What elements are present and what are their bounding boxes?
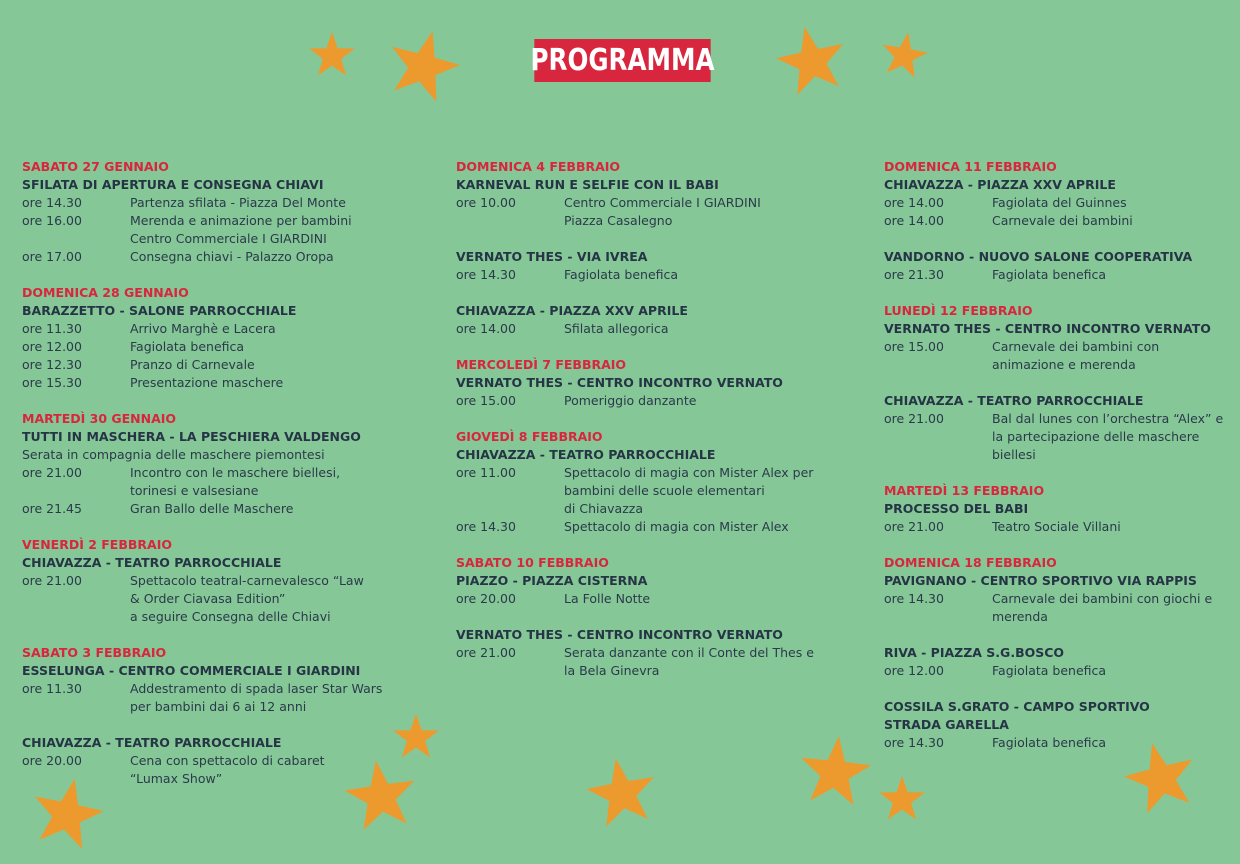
venue-heading: CHIAVAZZA - PIAZZA XXV APRILE bbox=[456, 303, 688, 318]
venue-heading: VERNATO THES - CENTRO INCONTRO VERNATO bbox=[456, 375, 783, 390]
day-date: MARTEDÌ 30 GENNAIO bbox=[22, 411, 177, 426]
event-row bbox=[456, 392, 856, 410]
event-description: Merenda e animazione per bambini Centro Commerciale I GIARDINI bbox=[130, 213, 352, 246]
event-time: ore 20.00 bbox=[22, 753, 82, 768]
event-time: ore 20.00 bbox=[456, 591, 516, 606]
venue-heading: COSSILA S.GRATO - CAMPO SPORTIVO STRADA GARELLA bbox=[884, 699, 1150, 732]
event-row bbox=[884, 734, 1240, 752]
event-row bbox=[22, 194, 422, 212]
event-time: ore 15.30 bbox=[22, 375, 82, 390]
venue-block bbox=[884, 320, 1240, 374]
event-description: Fagiolata benefica bbox=[564, 267, 679, 282]
event-description: Carnevale dei bambini con giochi e merenda bbox=[992, 591, 1213, 624]
event-description: Pomeriggio danzante bbox=[564, 393, 697, 408]
event-description: Serata danzante con il Conte del Thes e la Bela Ginevra bbox=[564, 645, 814, 678]
event-row bbox=[22, 572, 422, 626]
event-row bbox=[22, 464, 422, 500]
event-time: ore 21.00 bbox=[22, 573, 82, 588]
venue-heading: PAVIGNANO - CENTRO SPORTIVO VIA RAPPIS bbox=[884, 573, 1197, 588]
event-time: ore 15.00 bbox=[884, 339, 944, 354]
event-description: Teatro Sociale Villani bbox=[992, 519, 1121, 534]
event-description: Addestramento di spada laser Star Wars per bambini dai 6 ai 12 anni bbox=[130, 681, 383, 714]
event-description: Consegna chiavi - Palazzo Oropa bbox=[130, 249, 334, 264]
star-icon bbox=[798, 736, 872, 810]
day-date: MERCOLEDÌ 7 FEBBRAIO bbox=[456, 357, 627, 372]
venue-heading: TUTTI IN MASCHERA - LA PESCHIERA VALDENGO bbox=[22, 429, 361, 444]
venue-heading: RIVA - PIAZZA S.G.BOSCO bbox=[884, 645, 1065, 660]
venue-heading: VERNATO THES - VIA IVREA bbox=[456, 249, 648, 264]
event-time: ore 21.00 bbox=[884, 519, 944, 534]
event-row bbox=[22, 320, 422, 338]
venue-heading: VANDORNO - NUOVO SALONE COOPERATIVA bbox=[884, 249, 1193, 264]
star-icon bbox=[586, 758, 658, 830]
event-row bbox=[456, 590, 856, 608]
event-row bbox=[456, 320, 856, 338]
venue-block bbox=[22, 302, 422, 392]
event-row bbox=[22, 338, 422, 356]
venue-heading: CHIAVAZZA - TEATRO PARROCCHIALE bbox=[456, 447, 716, 462]
event-time: ore 14.30 bbox=[884, 735, 944, 750]
venue-block bbox=[456, 572, 856, 608]
page-title: PROGRAMMA bbox=[534, 39, 710, 82]
event-time: ore 14.30 bbox=[456, 519, 516, 534]
day-date: DOMENICA 11 FEBBRAIO bbox=[884, 159, 1057, 174]
venue-block bbox=[456, 626, 856, 680]
venue-block bbox=[22, 662, 422, 716]
event-time: ore 11.30 bbox=[22, 681, 82, 696]
event-description: Fagiolata benefica bbox=[992, 663, 1107, 678]
event-time: ore 21.00 bbox=[884, 411, 944, 426]
star-icon bbox=[386, 30, 460, 104]
venue-block bbox=[22, 176, 422, 266]
event-description: Cena con spettacolo di cabaret “Lumax Show” bbox=[130, 753, 325, 786]
venue-heading: VERNATO THES - CENTRO INCONTRO VERNATO bbox=[884, 321, 1211, 336]
event-description: Spettacolo di magia con Mister Alex bbox=[564, 519, 789, 534]
program-day-section bbox=[22, 410, 422, 518]
program-column-2 bbox=[456, 158, 856, 698]
event-row bbox=[884, 266, 1240, 284]
event-description: Gran Ballo delle Maschere bbox=[130, 501, 294, 516]
venue-block bbox=[456, 248, 856, 284]
program-column-3 bbox=[884, 158, 1240, 770]
program-day-section bbox=[22, 284, 422, 392]
program-day-section bbox=[884, 302, 1240, 464]
venue-heading: KARNEVAL RUN E SELFIE CON IL BABI bbox=[456, 177, 719, 192]
event-row bbox=[884, 590, 1240, 626]
event-description: Sfilata allegorica bbox=[564, 321, 669, 336]
event-time: ore 14.30 bbox=[456, 267, 516, 282]
event-time: ore 16.00 bbox=[22, 213, 82, 228]
day-date: SABATO 10 FEBBRAIO bbox=[456, 555, 609, 570]
day-date: LUNEDÌ 12 FEBBRAIO bbox=[884, 303, 1033, 318]
event-row bbox=[456, 266, 856, 284]
event-time: ore 14.00 bbox=[456, 321, 516, 336]
event-description: Centro Commerciale I GIARDINI Piazza Casalegno bbox=[564, 195, 761, 228]
program-column-1 bbox=[22, 158, 422, 806]
venue-heading: BARAZZETTO - SALONE PARROCCHIALE bbox=[22, 303, 297, 318]
event-row bbox=[456, 194, 856, 230]
venue-block bbox=[884, 176, 1240, 230]
event-time: ore 11.30 bbox=[22, 321, 82, 336]
program-day-section bbox=[456, 428, 856, 536]
event-time: ore 14.00 bbox=[884, 195, 944, 210]
venue-heading: ESSELUNGA - CENTRO COMMERCIALE I GIARDINI bbox=[22, 663, 361, 678]
venue-block bbox=[456, 302, 856, 338]
event-row bbox=[884, 194, 1240, 212]
venue-block bbox=[884, 248, 1240, 284]
event-row bbox=[22, 248, 422, 266]
event-description: Pranzo di Carnevale bbox=[130, 357, 255, 372]
venue-heading: PIAZZO - PIAZZA CISTERNA bbox=[456, 573, 648, 588]
venue-block bbox=[884, 644, 1240, 680]
event-time: ore 12.00 bbox=[22, 339, 82, 354]
event-time: ore 21.45 bbox=[22, 501, 82, 516]
venue-heading: VERNATO THES - CENTRO INCONTRO VERNATO bbox=[456, 627, 783, 642]
event-time: ore 15.00 bbox=[456, 393, 516, 408]
venue-block bbox=[22, 554, 422, 626]
program-day-section bbox=[456, 554, 856, 680]
venue-block bbox=[22, 428, 422, 518]
event-row bbox=[456, 518, 856, 536]
event-description: Carnevale dei bambini con animazione e merenda bbox=[992, 339, 1160, 372]
day-date: DOMENICA 4 FEBBRAIO bbox=[456, 159, 621, 174]
venue-block bbox=[884, 572, 1240, 626]
event-description: Spettacolo di magia con Mister Alex per bambini delle scuole elementari di Chiavazza bbox=[564, 465, 814, 516]
event-row bbox=[22, 752, 422, 788]
event-row bbox=[884, 212, 1240, 230]
event-row bbox=[22, 212, 422, 248]
event-row bbox=[456, 464, 856, 518]
event-description: Presentazione maschere bbox=[130, 375, 284, 390]
day-date: MARTEDÌ 13 FEBBRAIO bbox=[884, 483, 1045, 498]
event-time: ore 14.30 bbox=[22, 195, 82, 210]
star-icon bbox=[308, 32, 356, 80]
program-day-section bbox=[456, 158, 856, 338]
program-day-section bbox=[22, 536, 422, 626]
star-icon bbox=[878, 776, 926, 824]
event-description: Fagiolata benefica bbox=[992, 735, 1107, 750]
program-day-section bbox=[456, 356, 856, 410]
program-day-section bbox=[884, 158, 1240, 284]
venue-heading: CHIAVAZZA - TEATRO PARROCCHIALE bbox=[22, 735, 282, 750]
event-description: Bal dal lunes con l’orchestra “Alex” e la partecipazione delle maschere biellesi bbox=[992, 411, 1224, 462]
event-row bbox=[456, 644, 856, 680]
event-description: Fagiolata benefica bbox=[992, 267, 1107, 282]
program-day-section bbox=[22, 644, 422, 788]
venue-block bbox=[884, 392, 1240, 464]
day-date: GIOVEDÌ 8 FEBBRAIO bbox=[456, 429, 603, 444]
day-date: SABATO 3 FEBBRAIO bbox=[22, 645, 167, 660]
day-date: DOMENICA 28 GENNAIO bbox=[22, 285, 189, 300]
venue-heading: PROCESSO DEL BABI bbox=[884, 501, 1029, 516]
venue-block bbox=[456, 176, 856, 230]
event-description: Incontro con le maschere biellesi, torinesi e valsesiane bbox=[130, 465, 341, 498]
day-date: DOMENICA 18 FEBBRAIO bbox=[884, 555, 1057, 570]
event-time: ore 12.30 bbox=[22, 357, 82, 372]
event-time: ore 17.00 bbox=[22, 249, 82, 264]
venue-note: Serata in compagnia delle maschere piemontesi bbox=[22, 447, 325, 462]
program-day-section bbox=[884, 482, 1240, 536]
star-icon bbox=[880, 32, 928, 80]
venue-heading: CHIAVAZZA - TEATRO PARROCCHIALE bbox=[22, 555, 282, 570]
venue-block bbox=[884, 500, 1240, 536]
event-time: ore 21.00 bbox=[456, 645, 516, 660]
venue-heading: CHIAVAZZA - TEATRO PARROCCHIALE bbox=[884, 393, 1144, 408]
event-description: La Folle Notte bbox=[564, 591, 651, 606]
program-day-section bbox=[22, 158, 422, 266]
day-date: SABATO 27 GENNAIO bbox=[22, 159, 169, 174]
venue-heading: CHIAVAZZA - PIAZZA XXV APRILE bbox=[884, 177, 1116, 192]
event-time: ore 21.30 bbox=[884, 267, 944, 282]
program-day-section bbox=[884, 554, 1240, 752]
event-time: ore 21.00 bbox=[22, 465, 82, 480]
venue-heading: SFILATA DI APERTURA E CONSEGNA CHIAVI bbox=[22, 177, 324, 192]
event-row bbox=[884, 338, 1240, 374]
event-description: Arrivo Marghè e Lacera bbox=[130, 321, 276, 336]
event-time: ore 10.00 bbox=[456, 195, 516, 210]
event-row bbox=[22, 500, 422, 518]
event-row bbox=[884, 410, 1240, 464]
event-description: Carnevale dei bambini bbox=[992, 213, 1133, 228]
event-description: Fagiolata del Guinnes bbox=[992, 195, 1127, 210]
venue-block bbox=[456, 374, 856, 410]
event-row bbox=[22, 680, 422, 716]
event-description: Fagiolata benefica bbox=[130, 339, 245, 354]
event-row bbox=[22, 356, 422, 374]
event-time: ore 14.30 bbox=[884, 591, 944, 606]
event-row bbox=[884, 662, 1240, 680]
day-date: VENERDÌ 2 FEBBRAIO bbox=[22, 537, 172, 552]
venue-block bbox=[22, 734, 422, 788]
event-time: ore 11.00 bbox=[456, 465, 516, 480]
star-icon bbox=[776, 26, 848, 98]
event-row bbox=[22, 374, 422, 392]
event-row bbox=[884, 518, 1240, 536]
event-time: ore 14.00 bbox=[884, 213, 944, 228]
event-time: ore 12.00 bbox=[884, 663, 944, 678]
venue-block bbox=[456, 446, 856, 536]
event-description: Partenza sfilata - Piazza Del Monte bbox=[130, 195, 346, 210]
event-description: Spettacolo teatral-carnevalesco “Law & Order Ciavasa Edition” a seguire Consegna delle Chiavi bbox=[130, 573, 364, 624]
venue-block bbox=[884, 698, 1240, 752]
